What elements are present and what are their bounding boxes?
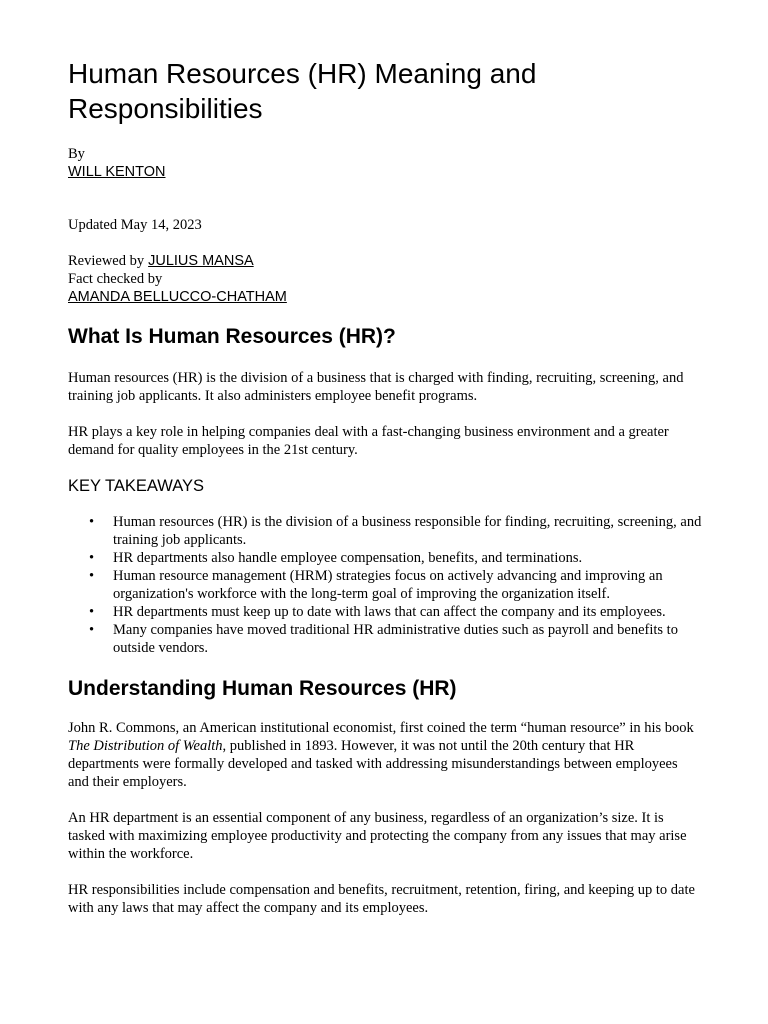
list-item — [68, 549, 703, 567]
bullet-icon: • — [89, 568, 95, 584]
paragraph: HR plays a key role in helping companies deal with a fast-changing business environment and a greater demand for quality employees in the 21st century. — [68, 424, 669, 458]
bullet-icon: • — [89, 622, 95, 638]
fact-checker-line — [68, 288, 287, 306]
author-line — [68, 163, 166, 181]
bullet-icon: • — [89, 550, 95, 566]
paragraph-text: , published in 1893. However, it was not until the 20th century that HR departments were formally developed and tasked with addressing misunderstandings between employees and their employers. — [68, 738, 678, 790]
key-takeaways-list — [68, 513, 708, 657]
byline-by-label: By — [68, 146, 85, 162]
paragraph-text: John R. Commons, an American institutional economist, first coined the term “human resource” in his book — [68, 720, 694, 736]
reviewed-by-label: Reviewed by — [68, 253, 145, 269]
book-title: The Distribution of Wealth — [68, 738, 223, 754]
list-item-text: HR departments also handle employee compensation, benefits, and terminations. — [113, 550, 583, 566]
author-link[interactable]: WILL KENTON — [68, 164, 166, 180]
list-item-text: Many companies have moved traditional HR administrative duties such as payroll and benefits to outside vendors. — [113, 622, 678, 656]
list-item — [68, 513, 703, 549]
paragraph: Human resources (HR) is the division of a business that is charged with finding, recruiting, screening, and training job applicants. It also administers employee benefit programs. — [68, 370, 684, 404]
list-item-text: Human resource management (HRM) strategies focus on actively advancing and improving an organization's workforce with the long-term goal of improving the organization itself. — [113, 568, 663, 602]
key-takeaways-heading: KEY TAKEAWAYS — [68, 477, 205, 495]
reviewed-by-line — [68, 252, 254, 270]
list-item — [68, 567, 703, 603]
article-title: Human Resources (HR) Meaning and Responsibilities — [68, 58, 537, 124]
paragraph: An HR department is an essential component of any business, regardless of an organization’s size. It is tasked with maximizing employee productivity and protecting the company from any issues that may arise within the workforce. — [68, 810, 687, 862]
paragraph — [68, 719, 700, 791]
list-item-text: HR departments must keep up to date with laws that can affect the company and its employees. — [113, 604, 666, 620]
section-heading-understanding-hr: Understanding Human Resources (HR) — [68, 677, 457, 700]
section-heading-what-is-hr: What Is Human Resources (HR)? — [68, 325, 396, 348]
list-item — [68, 621, 703, 657]
fact-checked-label: Fact checked by — [68, 271, 163, 287]
paragraph: HR responsibilities include compensation and benefits, recruitment, retention, firing, and keeping up to date with any laws that may affect the company and its employees. — [68, 882, 695, 916]
list-item-text: Human resources (HR) is the division of a business responsible for finding, recruiting, screening, and training job applicants. — [113, 514, 702, 548]
fact-checker-link[interactable]: AMANDA BELLUCCO-CHATHAM — [68, 289, 287, 305]
bullet-icon: • — [89, 514, 95, 530]
reviewer-link[interactable]: JULIUS MANSA — [148, 253, 254, 269]
list-item — [68, 603, 703, 621]
updated-date: Updated May 14, 2023 — [68, 217, 202, 233]
bullet-icon: • — [89, 604, 95, 620]
